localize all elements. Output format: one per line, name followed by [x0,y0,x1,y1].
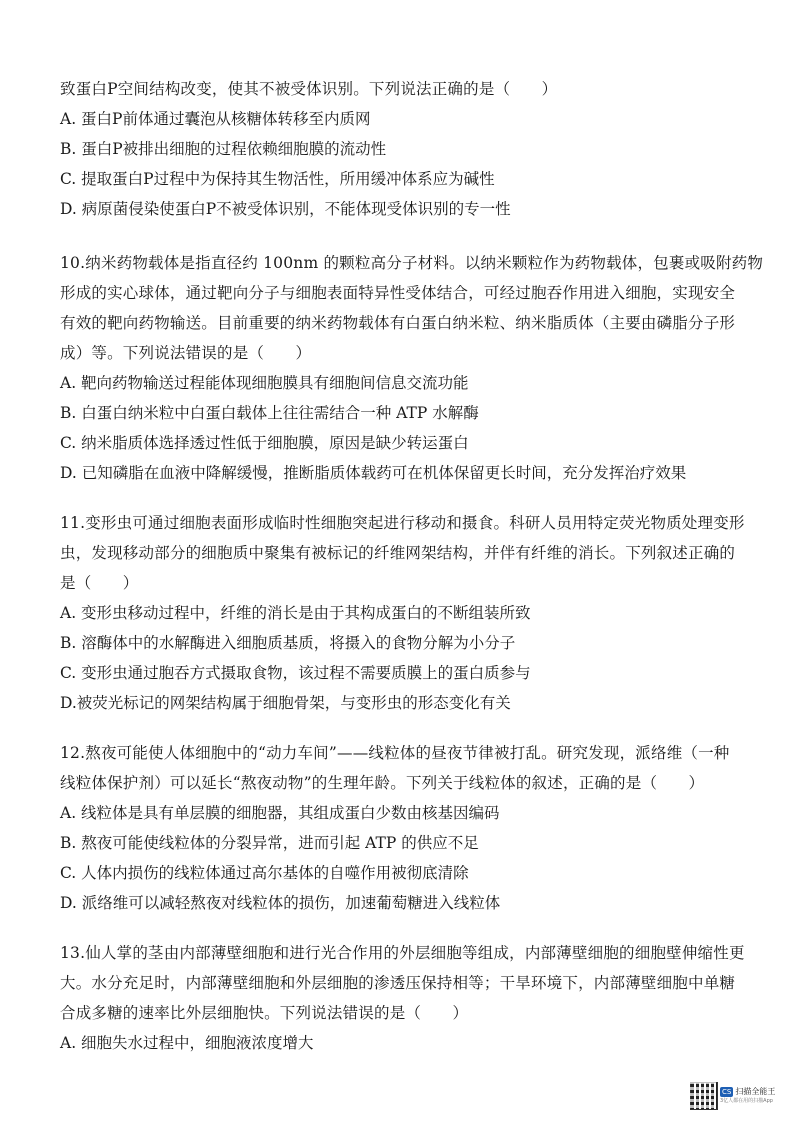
q11-stem-line: 虫，发现移动部分的细胞质中聚集有被标记的纤维网架结构，并伴有纤维的消长。下列叙述正确的 [60,544,736,562]
q12-option-a: A. 线粒体是具有单层膜的细胞器，其组成蛋白少数由核基因编码 [60,804,500,822]
question-12 [60,738,730,918]
q11-option-d: D.被荧光标记的网架结构属于细胞骨架，与变形虫的形态变化有关 [60,694,511,712]
scanner-watermark [690,1075,790,1115]
scanner-text [720,1086,775,1104]
q13-stem-line: 合成多糖的速率比外层细胞快。下列说法错误的是（ ） [60,1004,469,1022]
q9-stem-line: 致蛋白P空间结构改变，使其不被受体识别。下列说法正确的是（ ） [60,80,558,98]
q13-stem-line: 大。水分充足时，内部薄壁细胞和外层细胞的渗透压保持相等；干旱环境下，内部薄壁细胞中单糖 [60,974,736,992]
q12-option-c: C. 人体内损伤的线粒体通过高尔基体的自噬作用被彻底清除 [60,864,469,882]
q10-option-d: D. 已知磷脂在血液中降解缓慢，推断脂质体载药可在机体保留更长时间，充分发挥治疗效果 [60,464,687,482]
q9-option-b: B. 蛋白P被排出细胞的过程依赖细胞膜的流动性 [60,140,387,158]
question-9-tail [60,74,730,224]
q11-option-a: A. 变形虫移动过程中，纤维的消长是由于其构成蛋白的不断组装所致 [60,604,531,622]
q10-option-a: A. 靶向药物输送过程能体现细胞膜具有细胞间信息交流功能 [60,374,469,392]
scanner-title [720,1086,775,1097]
q11-option-c: C. 变形虫通过胞吞方式摄取食物，该过程不需要质膜上的蛋白质参与 [60,664,531,682]
q10-stem-line: 有效的靶向药物输送。目前重要的纳米药物载体有白蛋白纳米粒、纳米脂质体（主要由磷脂分子形 [60,314,736,332]
q10-stem-line: 10.纳米药物载体是指直径约 100nm 的颗粒高分子材料。以纳米颗粒作为药物载体，包裹或吸附药物 [60,254,764,272]
question-13 [60,938,745,1058]
scanner-tagline: 3亿人都在用的扫描App [720,1098,773,1104]
question-10 [60,248,764,488]
q10-stem-line: 形成的实心球体，通过靶向分子与细胞表面特异性受体结合，可经过胞吞作用进入细胞，实现安全 [60,284,736,302]
q12-option-b: B. 熬夜可能使线粒体的分裂异常，进而引起 ATP 的供应不足 [60,834,479,852]
q10-option-c: C. 纳米脂质体选择透过性低于细胞膜，原因是缺少转运蛋白 [60,434,469,452]
scanner-logo: CS [722,1087,732,1096]
q12-stem-line: 线粒体保护剂）可以延长“熬夜动物”的生理年龄。下列关于线粒体的叙述，正确的是（ ） [60,774,705,792]
q10-option-b: B. 白蛋白纳米粒中白蛋白载体上往往需结合一种 ATP 水解酶 [60,404,479,422]
q13-stem-line: 13.仙人掌的茎由内部薄壁细胞和进行光合作用的外层细胞等组成，内部薄壁细胞的细胞壁伸缩性更 [60,944,745,962]
q13-option-a: A. 细胞失水过程中，细胞液浓度增大 [60,1034,314,1052]
q12-option-d: D. 派络维可以减轻熬夜对线粒体的损伤，加速葡萄糖进入线粒体 [60,894,501,912]
q9-option-d: D. 病原菌侵染使蛋白P不被受体识别，不能体现受体识别的专一性 [60,200,511,218]
q10-stem-line: 成）等。下列说法错误的是（ ） [60,344,312,362]
question-11 [60,508,745,718]
q9-option-c: C. 提取蛋白P过程中为保持其生物活性，所用缓冲体系应为碱性 [60,170,495,188]
q11-stem-line: 11.变形虫可通过细胞表面形成临时性细胞突起进行移动和摄食。科研人员用特定荧光物质处理变形 [60,514,745,532]
q11-option-b: B. 溶酶体中的水解酶进入细胞质基质，将摄入的食物分解为小分子 [60,634,516,652]
qr-code-icon [690,1082,716,1108]
scanner-name: 扫描全能王 [735,1087,776,1096]
q11-stem-line: 是（ ） [60,574,139,592]
q9-option-a: A. 蛋白P前体通过囊泡从核糖体转移至内质网 [60,110,371,128]
q12-stem-line: 12.熬夜可能使人体细胞中的“动力车间”——线粒体的昼夜节律被打乱。研究发现，派络维（一种 [60,744,730,762]
